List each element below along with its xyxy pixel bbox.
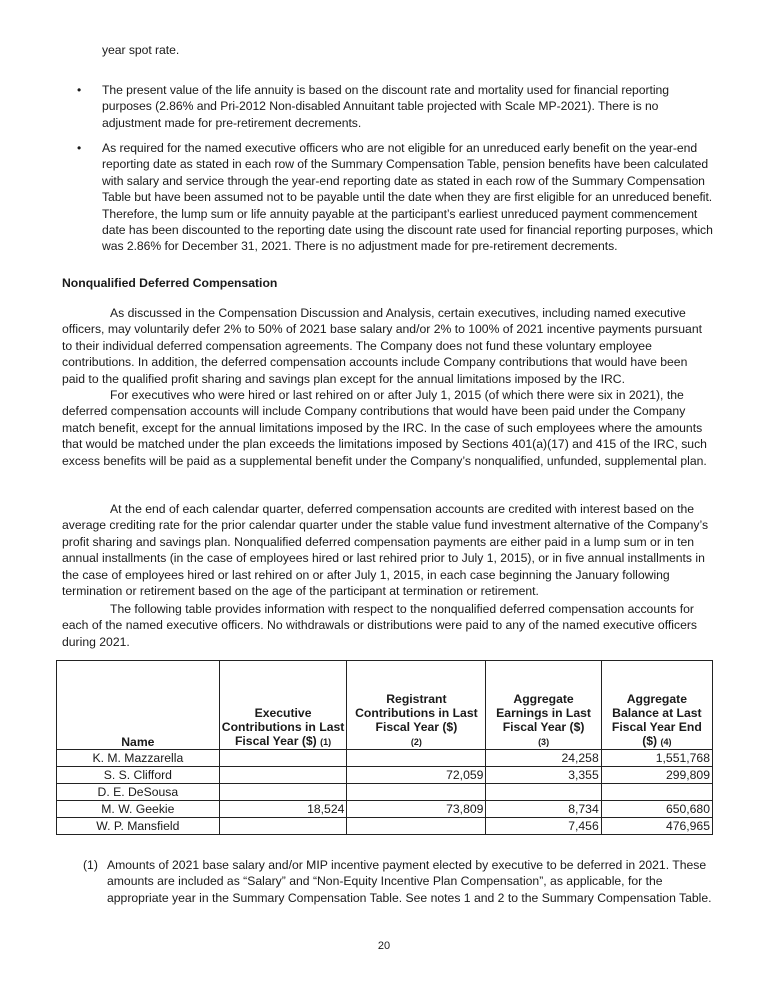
cell-registrant-contributions — [347, 784, 486, 801]
nqdc-table — [56, 660, 713, 835]
table-row — [57, 784, 713, 801]
paragraph-company-match: For executives who were hired or last rehired on or after July 1, 2015 (of which there were six in 2021), the deferred compensation accounts will include Company contributions that would have been paid under the Company match benefit, except for the annual limitations imposed by the IRC. In the case of such employees where the amounts that would be matched under the plan exceeds the limitations imposed by Sections 401(a)(17) and 415 of the IRC, such excess benefits will be paid as a supplemental benefit under the Company’s nonqualified, unfunded, supplemental plan. — [62, 388, 707, 468]
cell-name: M. W. Geekie — [57, 801, 220, 818]
cell-name: W. P. Mansfield — [57, 818, 220, 835]
footnote-ref: (3) — [538, 737, 550, 747]
cell-aggregate-earnings: 7,456 — [486, 818, 601, 835]
cell-registrant-contributions — [347, 818, 486, 835]
cell-registrant-contributions: 73,809 — [347, 801, 486, 818]
header-registrant-contributions: Registrant Contributions in Last Fiscal Year ($) (2) — [347, 661, 486, 750]
header-name: Name — [57, 661, 220, 750]
table-row — [57, 750, 713, 767]
paragraph-table-intro: The following table provides information with respect to the nonqualified deferred compensation accounts for each of the named executive officers. No withdrawals or distributions were paid to any of the named executive officers during 2021. — [62, 602, 697, 649]
header-aggregate-earnings: Aggregate Earnings in Last Fiscal Year ($) (3) — [486, 661, 601, 750]
cell-executive-contributions — [219, 750, 347, 767]
cell-aggregate-balance: 650,680 — [601, 801, 712, 818]
header-aggregate-balance: Aggregate Balance at Last Fiscal Year End ($) (4) — [601, 661, 712, 750]
paragraph-deferral: As discussed in the Compensation Discussion and Analysis, certain executives, including named executive officers, may voluntarily defer 2% to 50% of 2021 base salary and/or 2% to 100% of 2021 incentive payments pursuant to their individual deferred compensation agreements. The Company does not fund these voluntary employee contributions. In addition, the deferred compensation accounts include Company contributions that would have been paid to the qualified profit sharing and savings plan except for the annual limitations imposed by the IRC. — [62, 306, 702, 386]
cell-executive-contributions — [219, 818, 347, 835]
header-executive-contributions: Executive Contributions in Last Fiscal Year ($) (1) — [219, 661, 347, 750]
section-heading: Nonqualified Deferred Compensation — [62, 276, 278, 290]
table-row — [57, 801, 713, 818]
cell-executive-contributions — [219, 784, 347, 801]
bullet-item-mortality: The present value of the life annuity is based on the discount rate and mortality used for financial reporting purposes (2.86% and Pri-2012 Non-disabled Annuitant table projected with Scale MP-2021). There is no adjustment made for pre-retirement decrements. — [102, 83, 669, 130]
table-row — [57, 767, 713, 784]
cell-aggregate-balance — [601, 784, 712, 801]
cell-registrant-contributions: 72,059 — [347, 767, 486, 784]
cell-executive-contributions — [219, 767, 347, 784]
footnote-ref: (4) — [660, 737, 672, 747]
footnote-marker: (1) — [83, 858, 98, 872]
table-header-row — [57, 661, 713, 750]
cell-aggregate-balance: 299,809 — [601, 767, 712, 784]
cell-registrant-contributions — [347, 750, 486, 767]
footnote-text: Amounts of 2021 base salary and/or MIP incentive payment elected by executive to be deferred in 2021. These amounts are included as “Salary” and “Non-Equity Incentive Plan Compensation”, as applicable, for the appropriate year in the Summary Compensation Table. See notes 1 and 2 to the Summary Compensation Table. — [107, 858, 712, 905]
cell-name: D. E. DeSousa — [57, 784, 220, 801]
page-number: 20 — [377, 940, 391, 952]
footnote-ref: (2) — [410, 737, 422, 747]
cell-name: K. M. Mazzarella — [57, 750, 220, 767]
paragraph-interest-payments: At the end of each calendar quarter, deferred compensation accounts are credited with interest based on the average crediting rate for the prior calendar quarter under the stable value fund investment alternative of the Company’s profit sharing and savings plan. Nonqualified deferred compensation payments are either paid in a lump sum or in ten annual installments (in the case of employees hired or last rehired prior to July 1, 2015), or in five annual installments in the case of employees hired or last rehired on or after July 1, 2015, in each case beginning the January following termination or retirement based on the age of the participant at termination or retirement. — [62, 502, 709, 599]
cell-aggregate-earnings: 24,258 — [486, 750, 601, 767]
cell-aggregate-earnings: 8,734 — [486, 801, 601, 818]
bullet-icon: • — [77, 141, 82, 155]
cell-aggregate-earnings — [486, 784, 601, 801]
cell-aggregate-balance: 476,965 — [601, 818, 712, 835]
table-row — [57, 818, 713, 835]
bullet-item-unreduced-benefit: As required for the named executive officers who are not eligible for an unreduced early benefit on the year-end reporting date as stated in each row of the Summary Compensation Table, pension benefits have been calculated with salary and service through the year-end reporting date as stated in each row of the Summary Compensation Table but have been assumed not to be payable until the date when they are first eligible for an unreduced benefit. Therefore, the lump sum or life annuity payable at the participant’s earliest unreduced payment commencement date has been discounted to the reporting date using the discount rate used for financial reporting purposes, which was 2.86% for December 31, 2021. There is no adjustment made for pre-retirement decrements. — [102, 141, 713, 254]
continuation-text: year spot rate. — [102, 43, 180, 57]
bullet-icon: • — [77, 83, 82, 97]
cell-name: S. S. Clifford — [57, 767, 220, 784]
footnote-ref: (1) — [320, 737, 332, 747]
cell-aggregate-balance: 1,551,768 — [601, 750, 712, 767]
cell-executive-contributions: 18,524 — [219, 801, 347, 818]
cell-aggregate-earnings: 3,355 — [486, 767, 601, 784]
